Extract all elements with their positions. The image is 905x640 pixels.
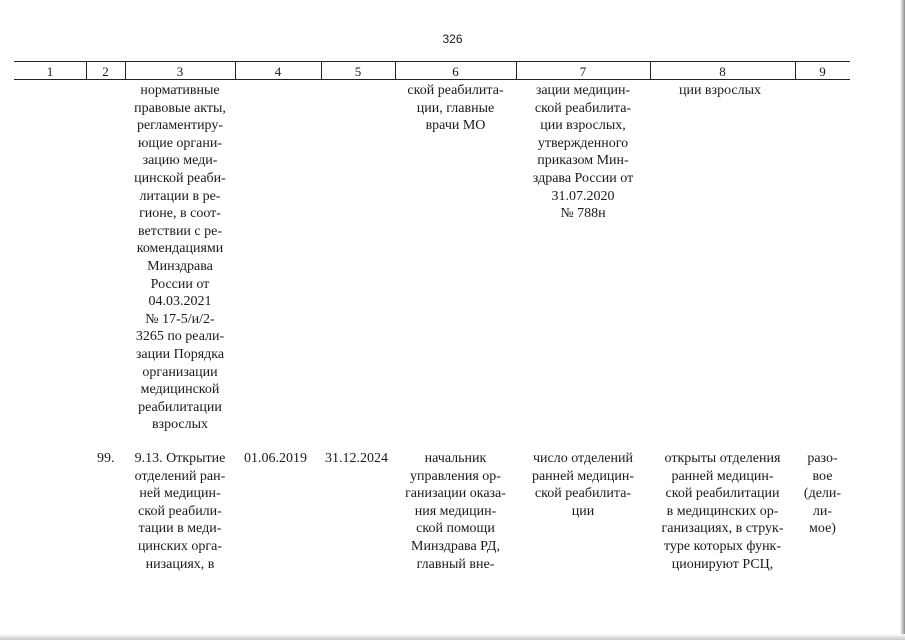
row-2-col-4-start-date: 01.06.2019 — [244, 451, 307, 466]
page-number: 326 — [442, 32, 463, 46]
row-2-col-5-end-date: 31.12.2024 — [325, 451, 388, 466]
row-2-col-7-indicator: число отделений ранней медицин- ской реабилита- ции — [531, 451, 635, 519]
column-number-8: 8 — [719, 64, 726, 79]
column-number-4: 4 — [274, 64, 282, 79]
column-number-6: 6 — [452, 64, 459, 79]
row-2-col-8-result: открыты отделения ранней медицин- ской реабилитации в медицинских ор- ганизациях, в струк- туре которых функ- ционируют РСЦ, — [661, 451, 784, 572]
column-number-1: 1 — [46, 64, 54, 79]
row-1-col-7-indicator: зации медицин- ской реабилита- ции взрослых, утвержденного приказом Мин- здрава России от 31.07.2020 № 788н — [532, 83, 634, 222]
column-number-5: 5 — [354, 64, 362, 79]
table-top-border — [14, 61, 850, 62]
row-2-col-1-number: 99. — [97, 451, 115, 466]
header-bottom-border — [14, 79, 850, 80]
scan-edge-shadow — [900, 0, 905, 640]
column-number-2: 2 — [102, 64, 109, 79]
row-1-col-3-task-text: нормативные правовые акты, регламентиру- ющие органи- зацию меди- цинской реаби- литации в ре- гионе, в соот- ветствии с ре- комендациями Минздрава России от 04.03.2021 № 17-5/и/2- 3265 по реали- зации Порядка организации медицинской реабилитации взрослых — [134, 83, 226, 433]
row-2-col-9-type: разо- вое (дели- ли- мое) — [803, 451, 842, 537]
column-number-9: 9 — [819, 64, 826, 79]
column-number-7: 7 — [579, 64, 587, 79]
row-2-col-6-responsible: начальник управления ор- ганизации оказа- ния медицин- ской помощи Минздрава РД, главный вне- — [405, 451, 506, 572]
row-1-col-8-result: ции взрослых — [678, 83, 762, 98]
scan-edge-shadow-bottom — [0, 634, 905, 640]
column-number-3: 3 — [176, 64, 184, 79]
row-2-col-3-task-text: 9.13. Открытие отделений ран- ней медицин- ской реабили- тации в меди- цинских орга- низациях, в — [134, 451, 226, 572]
row-1-col-6-responsible: ской реабилита- ции, главные врачи МО — [407, 83, 504, 134]
